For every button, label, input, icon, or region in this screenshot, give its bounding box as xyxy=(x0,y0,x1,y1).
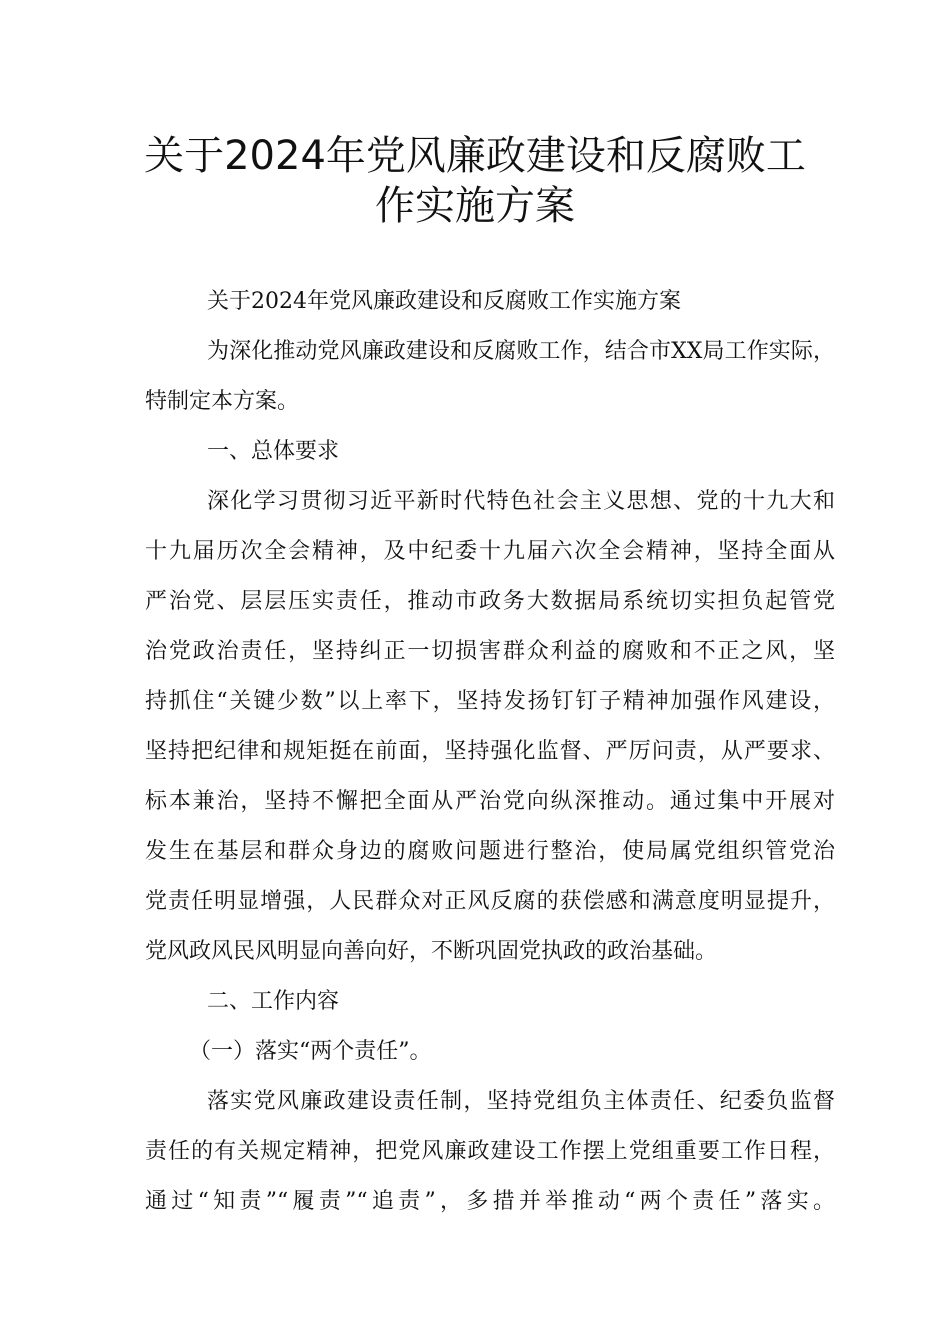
subsection-1-line-2: 责任的有关规定精神，把党风廉政建设工作摆上党组重要工作日程， xyxy=(145,1139,835,1164)
section-1-line-4: 治党政治责任，坚持纠正一切损害群众利益的腐败和不正之风，坚 xyxy=(145,639,835,664)
section-1-line-6: 坚持把纪律和规矩挺在前面，坚持强化监督、严厉问责，从严要求、 xyxy=(145,739,835,764)
section-1-line-2: 十九届历次全会精神，及中纪委十九届六次全会精神，坚持全面从 xyxy=(145,539,835,564)
subsection-1-heading: （一）落实“两个责任”。 xyxy=(189,1039,432,1064)
section-1-heading: 一、总体要求 xyxy=(207,439,340,464)
document-title-line-2: 作实施方案 xyxy=(375,183,575,229)
section-1-line-10: 党风政风民风明显向善向好，不断巩固党执政的政治基础。 xyxy=(145,939,718,964)
section-1-line-8: 发生在基层和群众身边的腐败问题进行整治，使局属党组织管党治 xyxy=(145,839,835,864)
subsection-1-line-3: 通过“知责”“履责”“追责”，多措并举推动“两个责任”落实。 xyxy=(145,1189,835,1214)
subsection-1-line-1: 落实党风廉政建设责任制，坚持党组负主体责任、纪委负监督 xyxy=(207,1089,835,1114)
section-2-heading: 二、工作内容 xyxy=(207,989,340,1014)
document-body xyxy=(145,277,835,1227)
intro-line-2: 特制定本方案。 xyxy=(145,389,300,414)
section-1-line-1: 深化学习贯彻习近平新时代特色社会主义思想、党的十九大和 xyxy=(207,489,835,514)
section-1-line-5: 持抓住“关键少数”以上率下，坚持发扬钉钉子精神加强作风建设， xyxy=(145,689,835,714)
document-subtitle: 关于2024年党风廉政建设和反腐败工作实施方案 xyxy=(207,289,681,314)
intro-line-1: 为深化推动党风廉政建设和反腐败工作，结合市XX局工作实际， xyxy=(207,339,835,364)
section-1-line-3: 严治党、层层压实责任，推动市政务大数据局系统切实担负起管党 xyxy=(145,589,835,614)
section-1-line-9: 党责任明显增强，人民群众对正风反腐的获偿感和满意度明显提升， xyxy=(145,889,835,914)
document-title-line-1: 关于2024年党风廉政建设和反腐败工 xyxy=(144,133,806,179)
section-1-line-7: 标本兼治，坚持不懈把全面从严治党向纵深推动。通过集中开展对 xyxy=(145,789,835,814)
